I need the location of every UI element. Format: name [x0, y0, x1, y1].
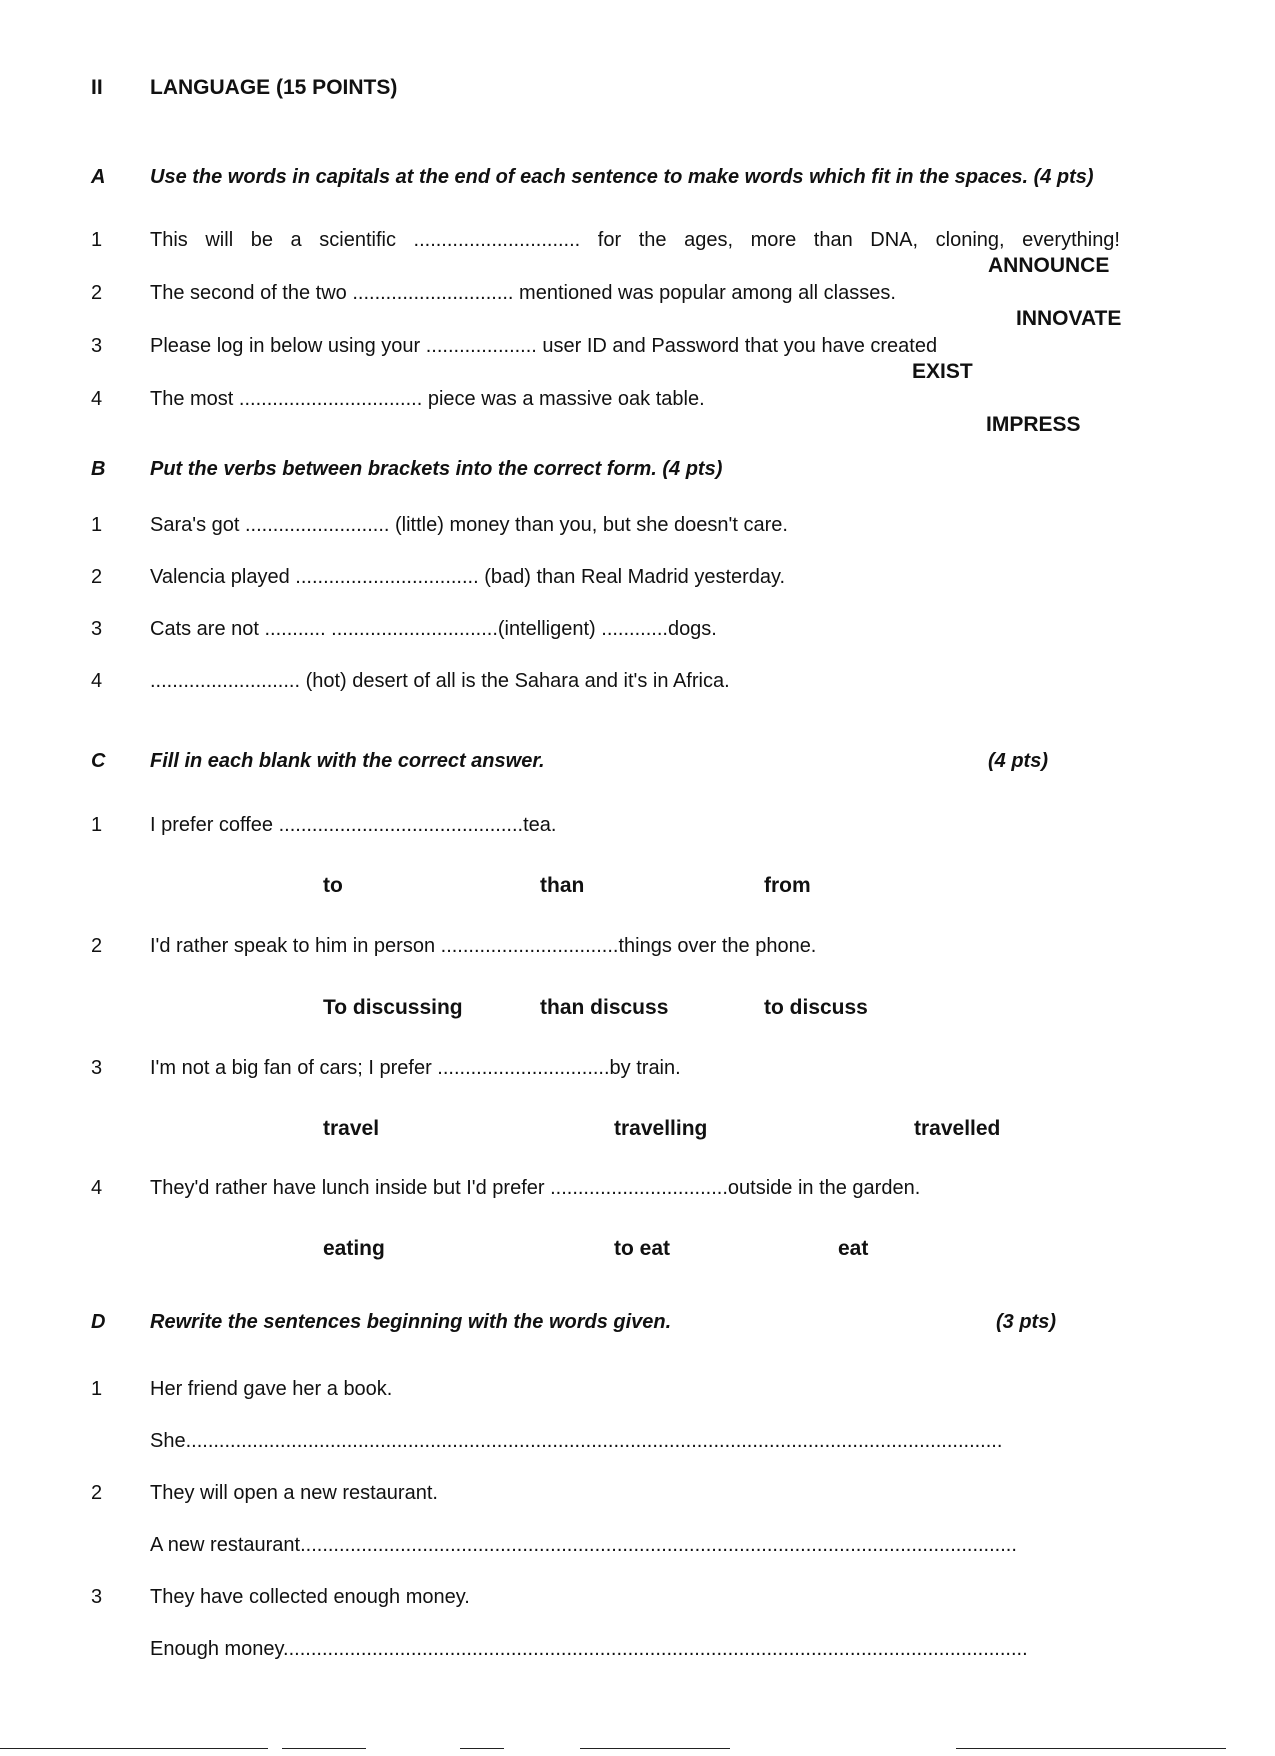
b-item-number: 1	[91, 514, 103, 536]
c-item-text: They'd rather have lunch inside but I'd prefer ................................outside in the garden.	[150, 1177, 921, 1199]
section-a-letter: A	[91, 166, 106, 188]
footer-divider	[580, 1748, 730, 1749]
c-item-number: 2	[91, 935, 103, 957]
a-item-keyword: INNOVATE	[1016, 307, 1122, 330]
a-item-number: 1	[91, 229, 103, 251]
c-option: than	[540, 874, 585, 897]
section-d-instruction: Rewrite the sentences beginning with the words given.	[150, 1311, 672, 1333]
section-d-letter: D	[91, 1311, 106, 1333]
footer-divider	[460, 1748, 504, 1749]
c-option: from	[764, 874, 811, 897]
c-option: To discussing	[323, 996, 463, 1019]
b-item-text: Valencia played ................................. (bad) than Real Madrid yesterday.	[150, 566, 786, 588]
d-item-sentence: Her friend gave her a book.	[150, 1378, 393, 1400]
c-option: travel	[323, 1117, 380, 1140]
c-item-text: I prefer coffee ............................................tea.	[150, 814, 557, 836]
b-item-number: 4	[91, 670, 103, 692]
c-option: eating	[323, 1237, 385, 1260]
c-item-number: 4	[91, 1177, 103, 1199]
c-option: eat	[838, 1237, 869, 1260]
section-d-points: (3 pts)	[996, 1311, 1056, 1333]
d-item-sentence: They will open a new restaurant.	[150, 1482, 438, 1504]
section-c-points: (4 pts)	[988, 750, 1048, 772]
a-item-text: The second of the two ............................. mentioned was popular among all classes.	[150, 282, 896, 304]
c-option: to eat	[614, 1237, 671, 1260]
a-item-text: Please log in below using your .................... user ID and Password that you have created	[150, 335, 938, 357]
page-title: LANGUAGE (15 POINTS)	[150, 76, 398, 99]
c-option: to discuss	[764, 996, 868, 1019]
section-roman-numeral: II	[91, 76, 103, 99]
section-a-instruction: Use the words in capitals at the end of each sentence to make words which fit in the spaces. (4 pts)	[150, 166, 1094, 188]
c-option: to	[323, 874, 343, 897]
footer-divider	[956, 1748, 1226, 1749]
a-item-number: 4	[91, 388, 103, 410]
c-item-text: I'd rather speak to him in person ................................things over the phone.	[150, 935, 817, 957]
d-item-sentence: They have collected enough money.	[150, 1586, 470, 1608]
c-item-text: I'm not a big fan of cars; I prefer ...............................by train.	[150, 1057, 681, 1079]
a-item-keyword: IMPRESS	[986, 413, 1081, 436]
c-item-number: 1	[91, 814, 103, 836]
a-item-number: 2	[91, 282, 103, 304]
d-item-number: 1	[91, 1378, 103, 1400]
d-item-number: 2	[91, 1482, 103, 1504]
a-item-text: The most ................................. piece was a massive oak table.	[150, 388, 705, 410]
a-item-number: 3	[91, 335, 103, 357]
c-option: travelling	[614, 1117, 708, 1140]
section-b-instruction: Put the verbs between brackets into the correct form. (4 pts)	[150, 458, 723, 480]
a-item-keyword: EXIST	[912, 360, 973, 383]
b-item-text: Sara's got .......................... (little) money than you, but she doesn't care.	[150, 514, 788, 536]
footer-divider	[282, 1748, 366, 1749]
b-item-number: 3	[91, 618, 103, 640]
d-item-prompt: A new restaurant.................................................................................................................................	[150, 1534, 1017, 1556]
section-c-instruction: Fill in each blank with the correct answer.	[150, 750, 545, 772]
d-item-number: 3	[91, 1586, 103, 1608]
footer-divider	[0, 1748, 268, 1749]
b-item-text: Cats are not ........... ..............................(intelligent) ............dogs.	[150, 618, 717, 640]
c-option: travelled	[914, 1117, 1001, 1140]
c-option: than discuss	[540, 996, 669, 1019]
b-item-number: 2	[91, 566, 103, 588]
c-item-number: 3	[91, 1057, 103, 1079]
section-c-letter: C	[91, 750, 106, 772]
d-item-prompt: Enough money......................................................................................................................................	[150, 1638, 1028, 1660]
section-b-letter: B	[91, 458, 106, 480]
a-item-keyword: ANNOUNCE	[988, 254, 1110, 277]
a-item-text: This will be a scientific .............................. for the ages, more than DNA, cloning, everything!	[150, 229, 1120, 251]
b-item-text: ........................... (hot) desert of all is the Sahara and it's in Africa.	[150, 670, 730, 692]
d-item-prompt: She...................................................................................................................................................	[150, 1430, 1003, 1452]
